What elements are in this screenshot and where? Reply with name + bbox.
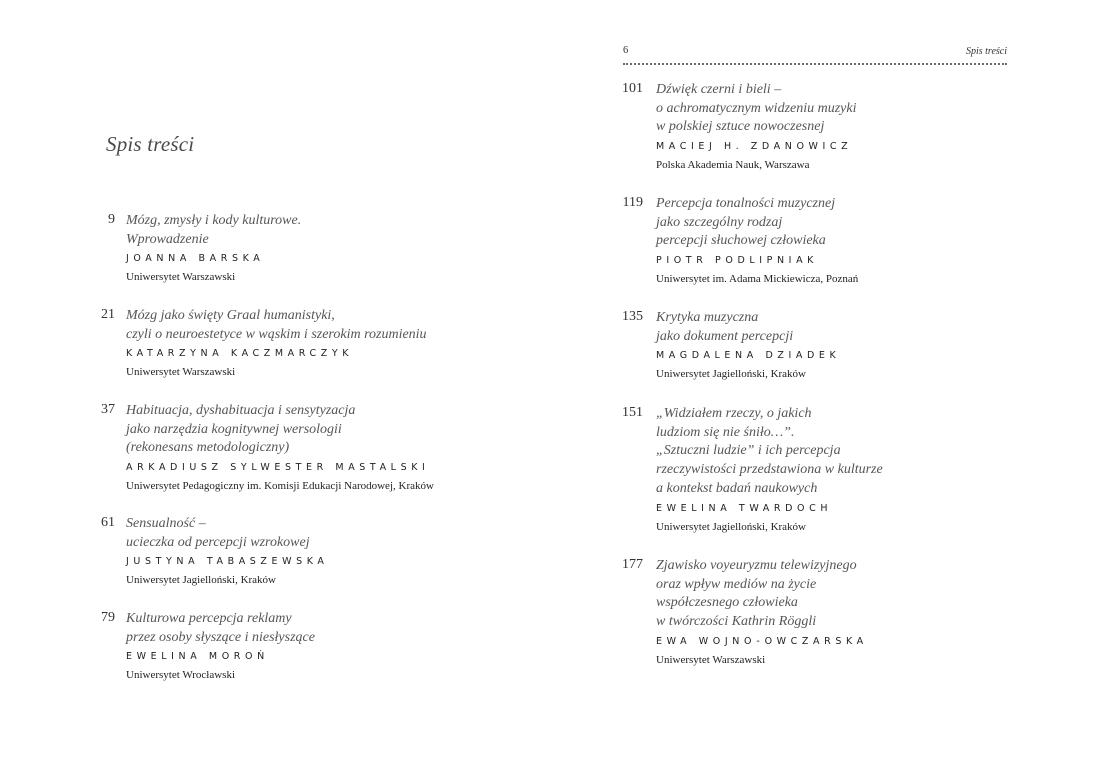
entry-title-line: Habituacja, dyshabituacja i sensytyzacja xyxy=(126,403,356,418)
entry-title-line: (rekonesans metodologiczny) xyxy=(126,440,290,456)
entry-body xyxy=(126,307,526,379)
entry-title-line: przez osoby słyszące i niesłyszące xyxy=(126,629,315,645)
toc-entry[interactable] xyxy=(0,402,550,493)
toc-entry[interactable] xyxy=(550,195,1100,286)
entry-title-line: a kontekst badań naukowych xyxy=(656,480,818,496)
right-page xyxy=(550,0,1100,776)
entry-title-line: ludziom się nie śniło…”. xyxy=(656,424,795,440)
entry-author: KATARZYNA KACZMARCZYK xyxy=(126,348,354,360)
entry-body xyxy=(126,402,526,493)
entry-title xyxy=(126,402,526,458)
entry-page-number: 135 xyxy=(622,309,643,324)
entry-affiliation: Uniwersytet Warszawski xyxy=(126,366,236,379)
entry-page-number: 119 xyxy=(622,195,643,210)
entry-title xyxy=(126,212,526,249)
entry-author: JOANNA BARSKA xyxy=(126,253,265,265)
entry-title-line: percepcji słuchowej człowieka xyxy=(656,233,826,249)
running-head-title: Spis treści xyxy=(965,46,1007,57)
entry-page-number: 101 xyxy=(622,81,643,96)
entry-title-line: jako dokument percepcji xyxy=(656,328,794,344)
entry-body xyxy=(126,610,526,682)
entry-title xyxy=(656,309,1056,346)
toc-entry[interactable] xyxy=(550,309,1100,382)
entry-title-line: współczesnego człowieka xyxy=(656,595,798,611)
entry-title-line: Sensualność – xyxy=(126,516,206,531)
entry-page-number: 21 xyxy=(101,307,115,322)
entry-title-line: Mózg jako święty Graal humanistyki, xyxy=(126,308,335,323)
entry-body xyxy=(126,515,526,587)
entry-affiliation: Uniwersytet Jagielloński, Kraków xyxy=(126,574,276,587)
folio-page-number: 6 xyxy=(623,45,629,56)
entry-body xyxy=(656,557,1056,667)
toc-entry[interactable] xyxy=(0,307,550,380)
toc-entry[interactable] xyxy=(0,515,550,588)
entry-body xyxy=(656,195,1056,286)
toc-heading: Spis treści xyxy=(106,132,195,156)
entry-page-number: 79 xyxy=(101,610,115,625)
entry-body xyxy=(656,81,1056,172)
toc-entry[interactable] xyxy=(0,212,550,285)
entry-title xyxy=(656,81,1056,137)
entry-author: EWELINA MOROŃ xyxy=(126,651,269,663)
entry-author: MAGDALENA DZIADEK xyxy=(656,350,841,362)
entry-title-line: czyli o neuroestetyce w wąskim i szerokim rozumieniu xyxy=(126,326,427,342)
entry-body xyxy=(656,405,1056,534)
entry-title xyxy=(126,307,526,344)
entry-title-line: ucieczka od percepcji wzrokowej xyxy=(126,534,310,550)
entry-author: JUSTYNA TABASZEWSKA xyxy=(126,556,329,568)
entry-page-number: 151 xyxy=(622,405,643,420)
entry-title-line: rzeczywistości przedstawiona w kulturze xyxy=(656,462,883,478)
entry-title-line: Percepcja tonalności muzycznej xyxy=(656,196,836,211)
toc-entry[interactable] xyxy=(0,610,550,683)
entry-title-line: Zjawisko voyeuryzmu telewizyjnego xyxy=(656,558,857,573)
entry-body xyxy=(126,212,526,284)
entry-title-line: w polskiej sztuce nowoczesnej xyxy=(656,119,825,135)
entry-author: MACIEJ H. ZDANOWICZ xyxy=(656,141,853,153)
entry-title xyxy=(126,515,526,552)
entry-title xyxy=(656,195,1056,251)
entry-page-number: 177 xyxy=(622,557,643,572)
entry-title-line: w twórczości Kathrin Röggli xyxy=(656,614,817,630)
entry-title-line: oraz wpływ mediów na życie xyxy=(656,576,817,592)
entry-title-line: „Widziałem rzeczy, o jakich xyxy=(656,406,812,421)
entry-author: EWA WOJNO-OWCZARSKA xyxy=(656,635,868,647)
entry-author: EWELINA TWARDOCH xyxy=(656,502,833,514)
toc-entry[interactable] xyxy=(550,405,1100,534)
entry-title-line: „Sztuczni ludzie” i ich percepcja xyxy=(656,443,841,459)
toc-entry[interactable] xyxy=(550,557,1100,667)
entry-page-number: 9 xyxy=(108,212,115,227)
entry-title-line: Wprowadzenie xyxy=(126,231,209,247)
entry-title-line: Dźwięk czerni i bieli – xyxy=(656,82,782,97)
toc-entries-left xyxy=(0,212,550,705)
entry-body xyxy=(656,309,1056,381)
entry-affiliation: Uniwersytet Wrocławski xyxy=(126,669,236,682)
entry-affiliation: Uniwersytet Pedagogiczny im. Komisji Edukacji Narodowej, Kraków xyxy=(126,480,434,493)
entry-title-line: jako narzędzia kognitywnej wersologii xyxy=(126,421,342,437)
entry-title-line: Krytyka muzyczna xyxy=(656,310,759,325)
entry-affiliation: Uniwersytet Warszawski xyxy=(656,653,766,666)
entry-title-line: Kulturowa percepcja reklamy xyxy=(126,611,292,626)
entry-page-number: 37 xyxy=(101,402,115,417)
toc-entries-right xyxy=(550,81,1100,690)
entry-author: PIOTR PODLIPNIAK xyxy=(656,255,819,267)
entry-title-line: Mózg, zmysły i kody kulturowe. xyxy=(126,213,302,228)
running-head xyxy=(623,45,1007,65)
entry-page-number: 61 xyxy=(101,515,115,530)
entry-affiliation: Uniwersytet Warszawski xyxy=(126,271,236,284)
entry-title xyxy=(126,610,526,647)
entry-affiliation: Uniwersytet im. Adama Mickiewicza, Poznań xyxy=(656,273,859,286)
entry-author: ARKADIUSZ SYLWESTER MASTALSKI xyxy=(126,462,430,474)
entry-affiliation: Uniwersytet Jagielloński, Kraków xyxy=(656,368,806,381)
entry-affiliation: Polska Akademia Nauk, Warszawa xyxy=(656,159,810,172)
entry-title xyxy=(656,557,1056,632)
entry-title xyxy=(656,405,1056,499)
toc-entry[interactable] xyxy=(550,81,1100,172)
entry-title-line: jako szczególny rodzaj xyxy=(656,214,783,230)
entry-affiliation: Uniwersytet Jagielloński, Kraków xyxy=(656,520,806,533)
entry-title-line: o achromatycznym widzeniu muzyki xyxy=(656,100,857,116)
